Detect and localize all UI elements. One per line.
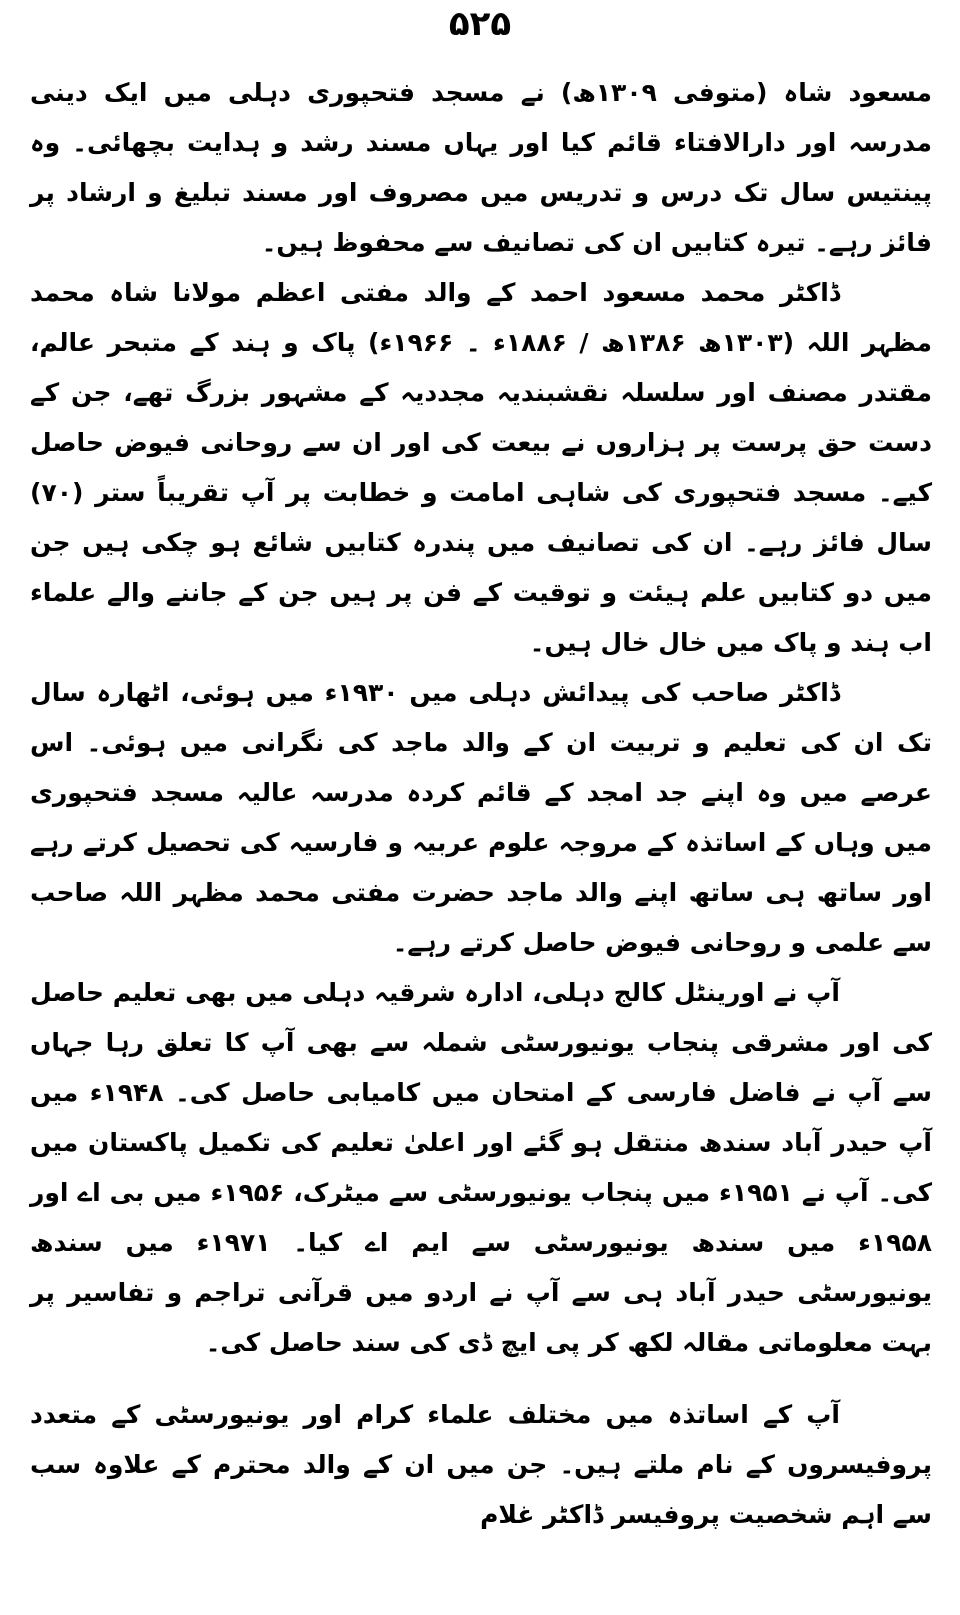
paragraph-father: ڈاکٹر محمد مسعود احمد کے والد مفتی اعظم مولانا شاہ محمد مظہر اللہ (۱۳۰۳ھ ۱۳۸۶ھ / ۱۸۸۶ء ۔ ۱۹۶۶ء) پاک و ہند کے متبحر عالم، مقتدر مصنف اور سلسلہ نقشبندیہ مجددیہ کے مشہور بزرگ تھے، جن کے دست حق پرست پر ہزاروں نے بیعت کی اور ان سے روحانی فیوض حاصل کیے۔ مسجد فتحپوری کی شاہی امامت و خطابت پر آپ تقریباً ستر (۷۰) سال فائز رہے۔ ان کی تصانیف میں پندرہ کتابیں شائع ہو چکی ہیں جن میں دو کتابیں علم ہیئت و توقیت کے فن پر ہیں جن کے جاننے والے علماء اب ہند و پاک میں خال خال ہیں۔ [30, 278, 932, 657]
paragraph-early-education: ڈاکٹر صاحب کی پیدائش دہلی میں ۱۹۳۰ء میں ہوئی، اٹھارہ سال تک ان کی تعلیم و تربیت ان کے والد ماجد کی نگرانی میں ہوئی۔ اس عرصے میں وہ اپنے جد امجد کے قائم کردہ مدرسہ عالیہ مسجد فتحپوری میں وہاں کے اساتذہ کے مروجہ علوم عربیہ و فارسیہ کی تحصیل کرتے رہے اور ساتھ ہی ساتھ اپنے والد ماجد حضرت مفتی محمد مظہر اللہ صاحب سے علمی و روحانی فیوض حاصل کرتے رہے۔ [30, 678, 932, 957]
body-text [30, 68, 932, 1540]
paragraph-family-intro: مسعود شاہ (متوفی ۱۳۰۹ھ) نے مسجد فتحپوری دہلی میں ایک دینی مدرسہ اور دارالافتاء قائم کیا اور یہاں مسند رشد و ہدایت بچھائی۔ وہ پینتیس سال تک درس و تدریس میں مصروف اور مسند تبلیغ و ارشاد پر فائز رہے۔ تیرہ کتابیں ان کی تصانیف سے محفوظ ہیں۔ [30, 78, 933, 257]
page-number: ۵۲۵ [448, 4, 512, 44]
paragraph-higher-education: آپ نے اورینٹل کالج دہلی، ادارہ شرقیہ دہلی میں بھی تعلیم حاصل کی اور مشرقی پنجاب یونیورسٹی شملہ سے بھی آپ کا تعلق رہا جہاں سے آپ نے فاضل فارسی کے امتحان میں کامیابی حاصل کی۔ ۱۹۴۸ء میں آپ حیدر آباد سندھ منتقل ہو گئے اور اعلیٰ تعلیم کی تکمیل پاکستان میں کی۔ آپ نے ۱۹۵۱ء میں پنجاب یونیورسٹی سے میٹرک، ۱۹۵۶ء میں بی اے اور ۱۹۵۸ء میں سندھ یونیورسٹی سے ایم اے کیا۔ ۱۹۷۱ء میں سندھ یونیورسٹی حیدر آباد ہی سے آپ نے اردو میں قرآنی تراجم و تفاسیر پر بہت معلوماتی مقالہ لکھ کر پی ایچ ڈی کی سند حاصل کی۔ [30, 978, 932, 1357]
paragraph-teachers: آپ کے اساتذہ میں مختلف علماء کرام اور یونیورسٹی کے متعدد پروفیسروں کے نام ملتے ہیں۔ جن میں ان کے والد محترم کے علاوہ سب سے اہم شخصیت پروفیسر ڈاکٹر غلام [30, 1400, 932, 1529]
